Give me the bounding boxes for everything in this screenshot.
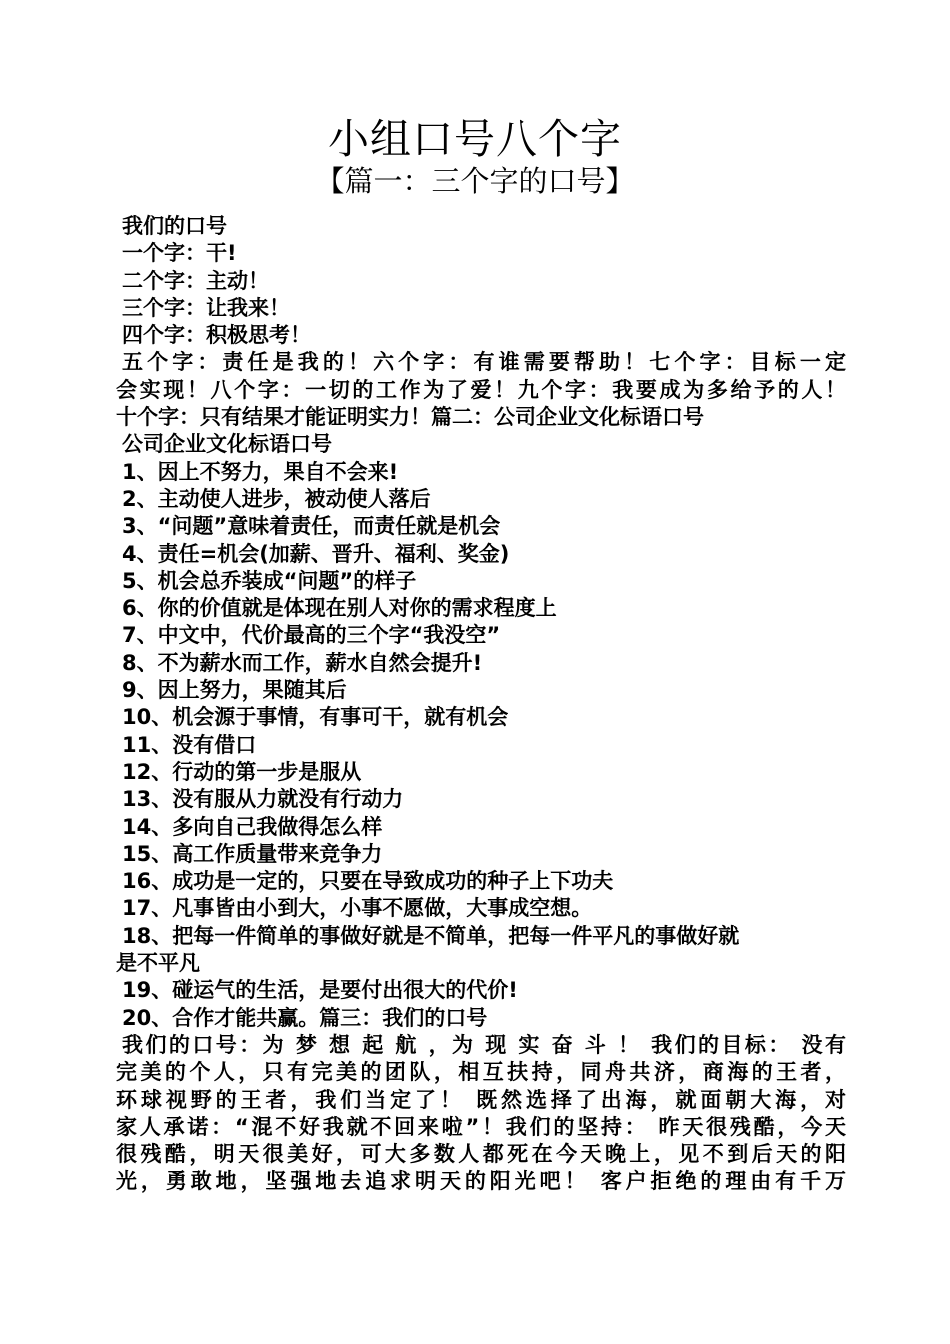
text-line: 10、机会源于事情，有事可干，就有机会 [122,705,509,730]
text-line: 四个字：积极思考！ [122,323,311,348]
text-line: 19、碰运气的生活，是要付出很大的代价! [122,978,518,1003]
text-line: 会实现！八个字：一切的工作为了爱！九个字：我要成为多给予的人！ [116,377,846,402]
text-line: 光，勇敢地，坚强地去追求明天的阳光吧！ 客户拒绝的理由有千万 [116,1169,846,1194]
text-line: 是不平凡 [116,951,200,976]
text-line: 4、责任=机会(加薪、晋升、福利、奖金) [122,541,510,566]
text-line: 三个字：让我来！ [122,295,290,320]
text-line: 完美的个人，只有完美的团队，相互扶持，同舟共济，商海的王者， [116,1060,846,1085]
document-body [116,213,846,1196]
text-line: 13、没有服从力就没有行动力 [122,787,404,812]
text-line: 14、多向自己我做得怎么样 [122,814,383,839]
text-line: 11、没有借口 [122,732,257,757]
text-line: 9、因上努力，果随其后 [122,678,347,703]
text-line: 3、“问题”意味着责任，而责任就是机会 [122,514,501,539]
text-line: 公司企业文化标语口号 [122,432,332,457]
text-line: 一个字：干! [122,241,237,266]
text-line: 5、机会总乔装成“问题”的样子 [122,568,417,593]
text-line: 17、凡事皆由小到大，小事不愿做，大事成空想。 [122,896,593,921]
text-line: 16、成功是一定的，只要在导致成功的种子上下功夫 [122,869,614,894]
document-subtitle: 【篇一：三个字的口号】 [315,164,635,198]
text-line: 二个字：主动！ [122,268,269,293]
text-line: 15、高工作质量带来竞争力 [122,841,383,866]
text-line: 7、中文中，代价最高的三个字“我没空” [122,623,501,648]
text-line: 6、你的价值就是体现在别人对你的需求程度上 [122,596,557,621]
document-title: 小组口号八个字 [328,115,622,163]
text-line: 十个字：只有结果才能证明实力！篇二：公司企业文化标语口号 [116,405,704,430]
text-line: 家人承诺：“混不好我就不回来啦”！我们的坚持： 昨天很残酷，今天 [116,1114,846,1139]
text-line: 1、因上不努力，果自不会来! [122,459,399,484]
text-line: 我们的口号 [122,214,227,238]
text-line: 很残酷，明天很美好，可大多数人都死在今天晚上，见不到后天的阳 [116,1142,846,1167]
text-line: 8、不为薪水而工作，薪水自然会提升! [122,650,483,675]
text-line: 环球视野的王者，我们当定了！ 既然选择了出海，就面朝大海，对 [116,1087,846,1112]
text-line: 12、行动的第一步是服从 [122,759,362,784]
text-line: 20、合作才能共赢。篇三：我们的口号 [122,1005,488,1030]
text-line: 2、主动使人进步，被动使人落后 [122,486,431,511]
text-line: 18、把每一件简单的事做好就是不简单，把每一件平凡的事做好就 [122,923,740,948]
text-line: 我们的口号：为 梦 想 起 航 ，为 现 实 奋 斗 ！ 我们的目标： 没有 [122,1032,846,1057]
text-line: 五个字：责任是我的！六个字：有谁需要帮助！七个字：目标一定 [122,350,846,375]
